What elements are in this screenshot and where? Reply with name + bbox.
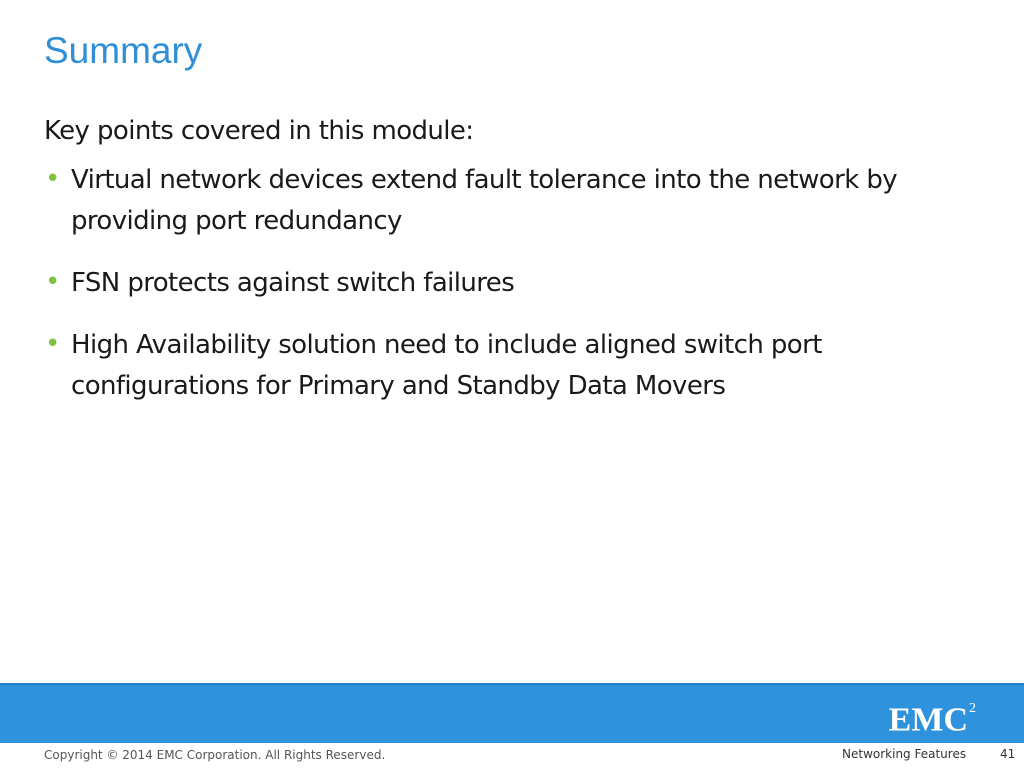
bullet-item: [44, 325, 974, 407]
logo-text: EMC: [888, 701, 968, 739]
slide-content: [44, 112, 974, 428]
emc-logo: [889, 697, 976, 738]
footer-band: [0, 683, 1024, 743]
bullet-dot-icon: •: [45, 267, 60, 297]
section-name: Networking Features: [842, 747, 967, 761]
bullet-text: Virtual network devices extend fault tolerance into the network by providing port redundancy: [71, 165, 898, 236]
bullet-dot-icon: •: [45, 329, 60, 359]
bullet-item: [44, 263, 974, 304]
bullet-text: FSN protects against switch failures: [71, 268, 515, 298]
slide-title: Summary: [44, 30, 203, 71]
copyright-text: Copyright © 2014 EMC Corporation. All Rights Reserved.: [44, 748, 386, 762]
page-number: 41: [1000, 747, 1016, 761]
bullet-item: [44, 160, 974, 242]
bullet-dot-icon: •: [45, 164, 60, 194]
bullet-text: High Availability solution need to include aligned switch port configurations for Primary and Standby Data Movers: [71, 330, 822, 401]
bullet-list: [44, 160, 974, 407]
intro-text: Key points covered in this module:: [44, 116, 474, 146]
logo-superscript: 2: [969, 701, 976, 716]
